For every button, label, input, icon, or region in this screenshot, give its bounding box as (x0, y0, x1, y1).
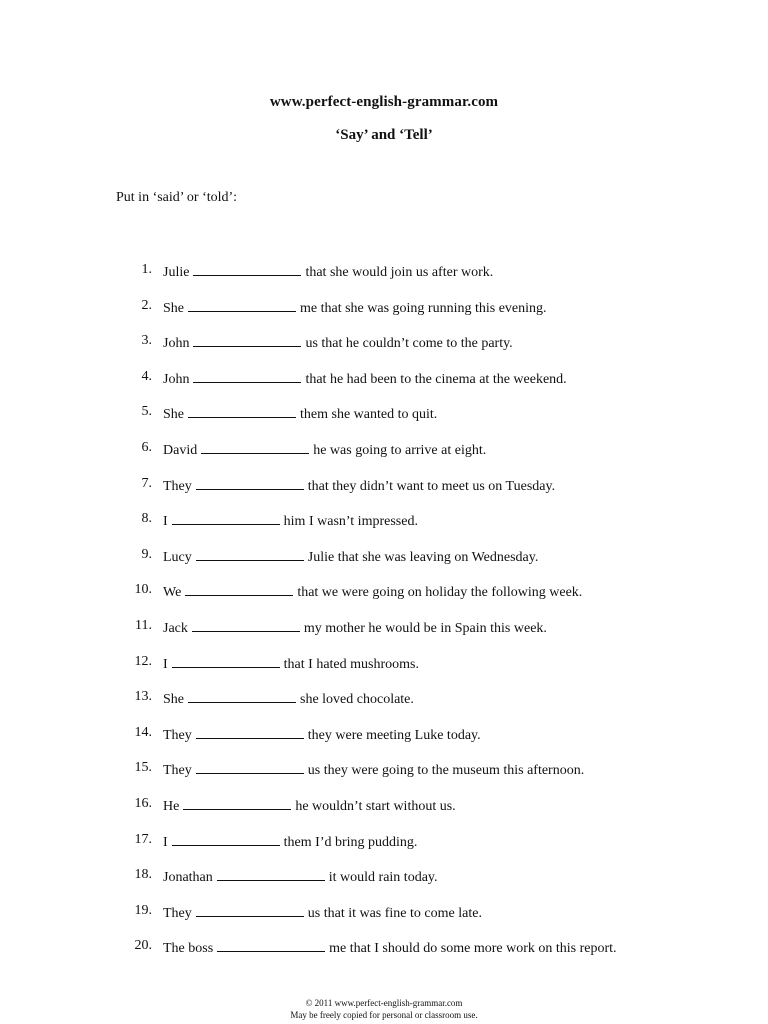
exercise-number: 5. (141, 404, 152, 420)
sentence-start: Lucy (163, 549, 192, 565)
exercise-sentence (163, 867, 438, 886)
exercise-item (0, 333, 768, 369)
page-title: ‘Say’ and ‘Tell’ (335, 127, 433, 143)
sentence-end: that he had been to the cinema at the weekend. (305, 371, 567, 387)
exercise-sentence (163, 689, 414, 708)
exercise-item (0, 618, 768, 654)
sentence-end: it would rain today. (328, 870, 438, 886)
sentence-start: David (163, 442, 198, 458)
footer-usage-note: May be freely copied for personal or classroom use. (290, 1010, 478, 1020)
exercise-sentence (163, 760, 584, 779)
exercise-item (0, 832, 768, 868)
sentence-start: He (163, 798, 180, 814)
sentence-start: We (163, 585, 182, 601)
exercise-sentence (163, 262, 493, 281)
exercise-sentence (163, 938, 617, 957)
exercise-item (0, 582, 768, 618)
sentence-end: them I’d bring pudding. (283, 834, 418, 850)
exercise-number: 6. (141, 439, 152, 455)
sentence-start: I (163, 656, 168, 672)
sentence-start: John (163, 336, 190, 352)
answer-blank (217, 867, 325, 881)
answer-blank (188, 404, 296, 418)
sentence-end: that I hated mushrooms. (283, 656, 419, 672)
answer-blank (193, 369, 301, 383)
sentence-start: They (163, 478, 192, 494)
sentence-end: Julie that she was leaving on Wednesday. (307, 549, 539, 565)
exercise-sentence (163, 476, 555, 495)
exercise-item (0, 262, 768, 298)
sentence-start: The boss (163, 941, 214, 957)
sentence-end: me that I should do some more work on this report. (329, 941, 617, 957)
exercise-sentence (163, 369, 567, 388)
exercise-number: 1. (141, 262, 152, 277)
answer-blank (172, 832, 280, 846)
exercise-sentence (163, 903, 482, 922)
exercise-item (0, 903, 768, 939)
exercise-item (0, 689, 768, 725)
answer-blank (201, 440, 309, 454)
sentence-start: I (163, 514, 168, 530)
exercise-sentence (163, 832, 417, 851)
answer-blank (196, 760, 304, 774)
exercise-item (0, 476, 768, 512)
exercise-sentence (163, 618, 547, 637)
sentence-start: Jonathan (163, 870, 213, 886)
sentence-start: She (163, 692, 184, 708)
exercise-item (0, 404, 768, 440)
exercise-item (0, 938, 768, 974)
sentence-end: they were meeting Luke today. (307, 727, 481, 743)
exercise-item (0, 725, 768, 761)
sentence-end: he was going to arrive at eight. (313, 442, 487, 458)
answer-blank (196, 903, 304, 917)
sentence-start: Jack (163, 620, 188, 636)
exercise-number: 15. (134, 760, 152, 776)
exercise-sentence (163, 333, 513, 352)
exercise-number: 3. (141, 333, 152, 349)
sentence-start: John (163, 371, 190, 387)
exercise-number: 4. (141, 368, 152, 384)
exercise-sentence (163, 404, 437, 423)
exercise-number: 14. (134, 724, 152, 740)
sentence-start: She (163, 407, 184, 423)
sentence-end: my mother he would be in Spain this week. (303, 620, 547, 636)
exercise-sentence (163, 796, 456, 815)
answer-blank (185, 582, 293, 596)
exercise-item (0, 796, 768, 832)
answer-blank (217, 938, 325, 952)
sentence-start: She (163, 300, 184, 316)
exercise-item (0, 867, 768, 903)
exercise-number: 10. (134, 582, 152, 598)
answer-blank (192, 618, 300, 632)
sentence-end: she loved chocolate. (300, 692, 414, 708)
exercise-item (0, 298, 768, 334)
exercise-number: 9. (141, 546, 152, 562)
exercise-number: 7. (141, 475, 152, 491)
sentence-end: them she wanted to quit. (300, 407, 438, 423)
sentence-end: he wouldn’t start without us. (295, 798, 456, 814)
answer-blank (172, 511, 280, 525)
exercise-number: 16. (134, 795, 152, 811)
exercise-list (0, 262, 768, 974)
sentence-end: us they were going to the museum this afternoon. (307, 763, 585, 779)
site-url-heading: www.perfect-english-grammar.com (269, 94, 499, 110)
exercise-sentence (163, 654, 419, 673)
answer-blank (196, 725, 304, 739)
sentence-start: They (163, 905, 192, 921)
exercise-item (0, 369, 768, 405)
sentence-start: They (163, 763, 192, 779)
answer-blank (172, 654, 280, 668)
exercise-number: 20. (134, 938, 152, 954)
sentence-end: that they didn’t want to meet us on Tuesday. (307, 478, 556, 494)
answer-blank (196, 547, 304, 561)
sentence-start: Julie (163, 265, 190, 280)
sentence-end: us that he couldn’t come to the party. (305, 336, 513, 352)
exercise-item (0, 511, 768, 547)
sentence-start: I (163, 834, 168, 850)
exercise-sentence (163, 725, 481, 744)
answer-blank (193, 333, 301, 347)
footer-copyright: © 2011 www.perfect-english-grammar.com (305, 998, 463, 1008)
exercise-number: 12. (134, 653, 152, 669)
exercise-item (0, 440, 768, 476)
answer-blank (193, 262, 301, 276)
exercise-sentence (163, 298, 547, 317)
exercise-number: 11. (135, 617, 152, 633)
answer-blank (183, 796, 291, 810)
exercise-sentence (163, 582, 582, 601)
exercise-number: 19. (134, 902, 152, 918)
sentence-end: him I wasn’t impressed. (283, 514, 418, 530)
sentence-start: They (163, 727, 192, 743)
footer (0, 997, 768, 1021)
exercise-item (0, 654, 768, 690)
exercise-number: 17. (134, 831, 152, 847)
exercise-number: 18. (134, 867, 152, 883)
sentence-end: us that it was fine to come late. (307, 905, 482, 921)
answer-blank (188, 689, 296, 703)
answer-blank (196, 476, 304, 490)
sentence-end: that she would join us after work. (305, 265, 494, 280)
exercise-item (0, 760, 768, 796)
sentence-end: that we were going on holiday the following week. (297, 585, 583, 601)
exercise-sentence (163, 511, 418, 530)
exercise-number: 8. (141, 511, 152, 527)
exercise-number: 2. (141, 297, 152, 313)
exercise-sentence (163, 547, 538, 566)
exercise-item (0, 547, 768, 583)
exercise-number: 13. (134, 689, 152, 705)
exercise-sentence (163, 440, 486, 459)
answer-blank (188, 298, 296, 312)
sentence-end: me that she was going running this evening. (300, 300, 547, 316)
instruction-text: Put in ‘said’ or ‘told’: (116, 190, 238, 205)
